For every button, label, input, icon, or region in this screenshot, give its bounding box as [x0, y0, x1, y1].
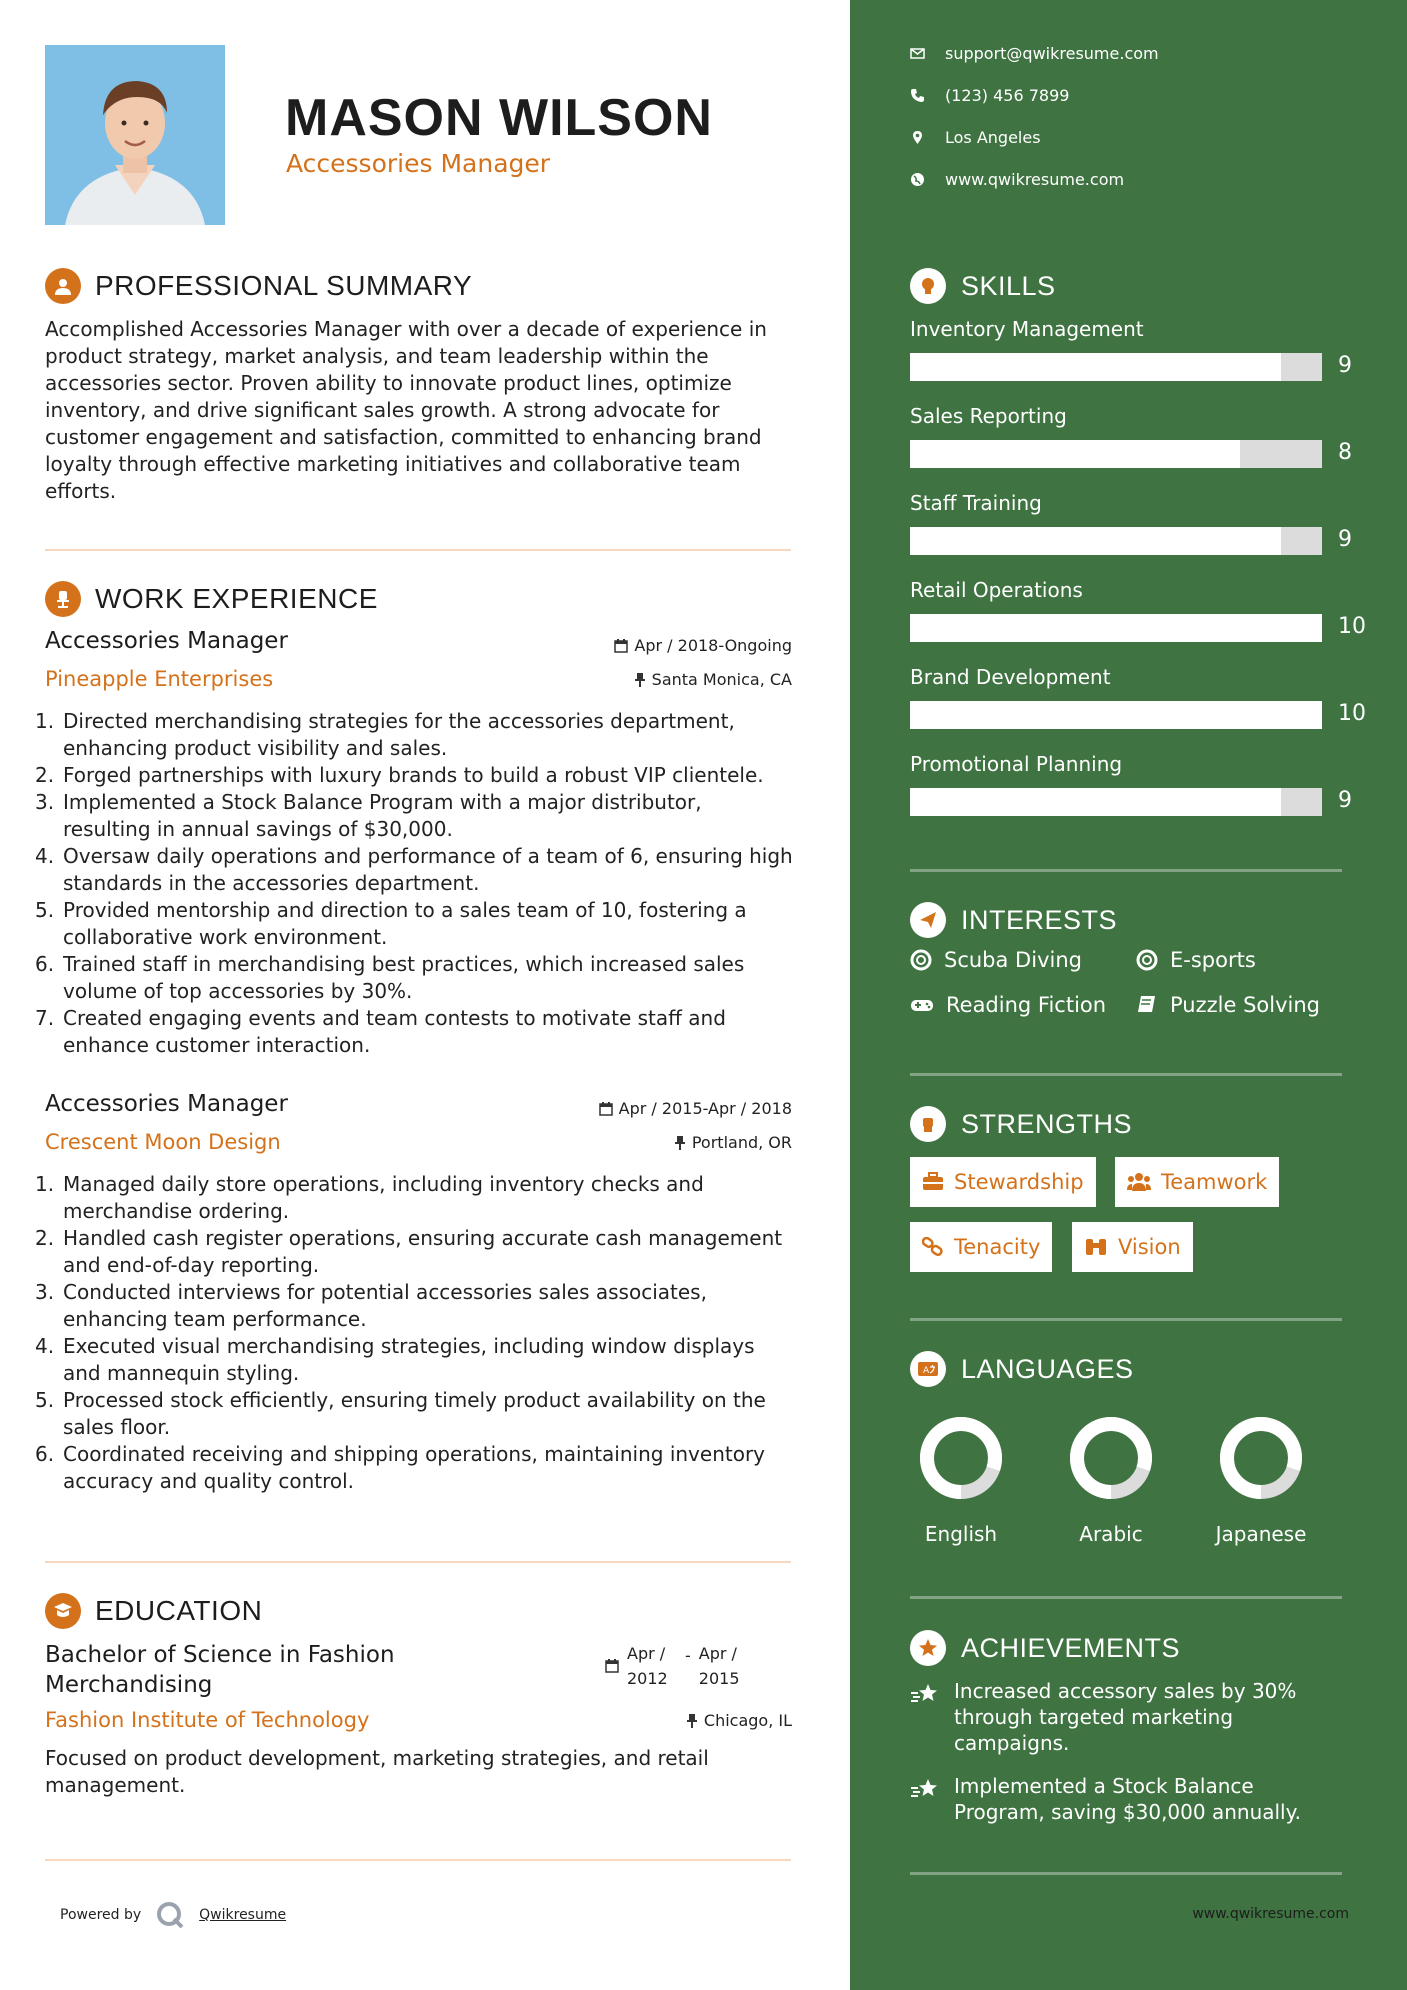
- skill-value: 9: [1338, 788, 1352, 813]
- gamepad-icon: [910, 994, 934, 1016]
- list-item: 5. Processed stock efficiently, ensuring timely product availability on the sales floor.: [35, 1388, 766, 1439]
- skill-value: 10: [1338, 701, 1366, 726]
- job-bullets: [35, 1171, 795, 1495]
- interest-item: [1136, 993, 1320, 1017]
- contact-location: [910, 128, 1041, 147]
- job-dates-text: Apr / 2015-Apr / 2018: [618, 1099, 792, 1118]
- qwikresume-link[interactable]: Qwikresume: [199, 1907, 287, 1923]
- job-location: [674, 1133, 792, 1152]
- calendar-icon: [614, 639, 628, 653]
- skill-name: Inventory Management: [910, 317, 1144, 341]
- language-item: [1056, 1412, 1166, 1546]
- sidebar-divider: [910, 869, 1342, 872]
- list-item: 5. Provided mentorship and direction to a sales team of 10, fostering a collaborative work environment.: [35, 898, 747, 949]
- powered-by-label: Powered by: [60, 1907, 142, 1923]
- job-title: Accessories Manager: [45, 1091, 288, 1117]
- skill-name: Retail Operations: [910, 578, 1083, 602]
- binoculars-icon: [1084, 1237, 1108, 1257]
- job-company: Crescent Moon Design: [45, 1130, 281, 1154]
- summary-text: Accomplished Accessories Manager with over a decade of experience in product strategy, market analysis, and team leadership within the accessories sector. Proven ability to innovate product lines, optimize inventory, and drive significant sales growth. A strong advocate for customer engagement and satisfaction, committed to enhancing brand loyalty through effective marketing initiatives and collaborative team efforts.: [45, 317, 767, 503]
- job-dates: [614, 636, 792, 655]
- contact-email[interactable]: [910, 44, 1159, 63]
- link-icon: [922, 1237, 944, 1257]
- achievements-heading: [910, 1630, 1180, 1666]
- skill-bar: [910, 788, 1322, 816]
- language-item: [906, 1412, 1016, 1546]
- skill-bar: [910, 701, 1322, 729]
- job-dates: [599, 1099, 792, 1118]
- job-title: Accessories Manager: [45, 628, 288, 654]
- strength-label: Tenacity: [954, 1235, 1041, 1259]
- job-bullets: [35, 708, 795, 1059]
- job-location-text: Santa Monica, CA: [651, 670, 792, 689]
- briefcase-icon: [922, 1172, 944, 1192]
- list-item: 6. Trained staff in merchandising best practices, which increased sales volume of top accessories by 30%.: [35, 952, 745, 1003]
- skill-bar-fill: [910, 788, 1281, 816]
- section-divider: [45, 1859, 791, 1861]
- contact-email-text[interactable]: support@qwikresume.com: [945, 44, 1159, 63]
- list-item: 6. Coordinated receiving and shipping operations, maintaining inventory accuracy and quality control.: [35, 1442, 766, 1493]
- list-item: 4. Oversaw daily operations and performance of a team of 6, ensuring high standards in the accessories department.: [35, 844, 793, 895]
- interest-item: [1136, 948, 1256, 972]
- skill-bar-fill: [910, 701, 1322, 729]
- summary-heading: [45, 268, 472, 304]
- language-level-ring: [1065, 1412, 1157, 1504]
- skill-bar: [910, 440, 1322, 468]
- job-location-text: Portland, OR: [691, 1133, 792, 1152]
- life-ring-icon: [1136, 949, 1158, 971]
- education-start: Apr / 2012: [627, 1644, 668, 1688]
- candidate-role: Accessories Manager: [286, 149, 551, 178]
- interests-title: INTERESTS: [961, 904, 1118, 935]
- education-heading: [45, 1593, 262, 1629]
- calendar-icon: [605, 1659, 619, 1673]
- interest-item: [910, 948, 1082, 972]
- pin-icon: [686, 1714, 698, 1728]
- map-marker-icon: [910, 130, 925, 145]
- list-item: 1. Managed daily store operations, including inventory checks and merchandise ordering.: [35, 1172, 704, 1223]
- skill-bar-fill: [910, 527, 1281, 555]
- interest-label: E-sports: [1170, 948, 1256, 972]
- contact-phone-text[interactable]: (123) 456 7899: [945, 86, 1070, 105]
- graduate-icon: [45, 1593, 81, 1629]
- list-item: 7. Created engaging events and team contests to motivate staff and enhance customer interaction.: [35, 1006, 726, 1057]
- profile-photo-image: [45, 45, 225, 225]
- list-item: 2. Forged partnerships with luxury brands to build a robust VIP clientele.: [35, 763, 764, 787]
- list-item: 4. Executed visual merchandising strategies, including window displays and mannequin styling.: [35, 1334, 755, 1385]
- education-degree-line-2: Merchandising: [45, 1672, 213, 1698]
- skill-bar-fill: [910, 440, 1240, 468]
- achievements-title: ACHIEVEMENTS: [961, 1632, 1181, 1663]
- skills-heading: [910, 268, 1056, 304]
- contact-website[interactable]: [910, 170, 1124, 189]
- candidate-name: MASON WILSON: [285, 89, 713, 147]
- lightbulb-icon: [910, 268, 946, 304]
- globe-icon: [910, 172, 925, 187]
- skills-title: SKILLS: [961, 270, 1056, 301]
- profile-photo: [45, 45, 225, 225]
- sidebar-divider: [910, 1596, 1342, 1599]
- interest-label: Scuba Diving: [944, 948, 1082, 972]
- job-location: [634, 670, 792, 689]
- strengths-heading: [910, 1106, 1132, 1142]
- sidebar: [850, 0, 1407, 1990]
- achievement-text: Implemented a Stock Balance Program, saving $30,000 annually.: [954, 1774, 1301, 1824]
- education-dates: [605, 1641, 740, 1691]
- users-icon: [1127, 1172, 1151, 1192]
- skill-name: Staff Training: [910, 491, 1042, 515]
- sidebar-divider: [910, 1872, 1342, 1875]
- contact-website-text[interactable]: www.qwikresume.com: [945, 170, 1125, 189]
- experience-title: WORK EXPERIENCE: [95, 583, 378, 614]
- strength-badge: [910, 1222, 1052, 1272]
- envelope-icon: [910, 46, 925, 61]
- footer-powered-by: [60, 1900, 286, 1930]
- education-school: Fashion Institute of Technology: [45, 1708, 370, 1732]
- skill-value: 10: [1338, 614, 1366, 639]
- job-dates-text: Apr / 2018-Ongoing: [634, 636, 792, 655]
- education-title: EDUCATION: [95, 1595, 263, 1626]
- pin-icon: [634, 673, 646, 687]
- list-item: 3. Conducted interviews for potential accessories sales associates, enhancing team performance.: [35, 1280, 707, 1331]
- education-date-separator: -: [685, 1646, 691, 1665]
- language-item: [1206, 1412, 1316, 1546]
- skill-bar: [910, 527, 1322, 555]
- achievement-item: [910, 1678, 1340, 1756]
- skill-value: 8: [1338, 440, 1352, 465]
- shooting-star-icon: [910, 1777, 940, 1801]
- skill-name: Brand Development: [910, 665, 1111, 689]
- qwikresume-logo-icon: [155, 1900, 185, 1930]
- office-chair-icon: [45, 581, 81, 617]
- sidebar-divider: [910, 1073, 1342, 1076]
- phone-icon: [910, 88, 925, 103]
- languages-title: LANGUAGES: [961, 1353, 1134, 1384]
- language-name: Japanese: [1215, 1522, 1307, 1546]
- skill-bar: [910, 614, 1322, 642]
- life-ring-icon: [910, 949, 932, 971]
- footer-website[interactable]: www.qwikresume.com: [1192, 1906, 1349, 1922]
- sidebar-divider: [910, 1318, 1342, 1321]
- skill-name: Promotional Planning: [910, 752, 1123, 776]
- education-description: Focused on product development, marketing strategies, and retail management.: [45, 1746, 709, 1797]
- strengths-title: STRENGTHS: [961, 1108, 1133, 1139]
- strength-label: Teamwork: [1161, 1170, 1268, 1194]
- list-item: 3. Implemented a Stock Balance Program with a major distributor, resulting in annual savings of $30,000.: [35, 790, 702, 841]
- language-icon: [910, 1351, 946, 1387]
- education-location: [686, 1711, 792, 1730]
- interest-label: Reading Fiction: [946, 993, 1107, 1017]
- list-item: 2. Handled cash register operations, ensuring accurate cash management and end-of-day reporting.: [35, 1226, 783, 1277]
- fist-icon: [910, 1106, 946, 1142]
- strength-label: Vision: [1118, 1235, 1181, 1259]
- strength-label: Stewardship: [954, 1170, 1084, 1194]
- summary-title: PROFESSIONAL SUMMARY: [95, 270, 473, 301]
- language-name: Arabic: [1079, 1522, 1143, 1546]
- education-degree-line-1: Bachelor of Science in Fashion: [45, 1642, 395, 1668]
- skill-value: 9: [1338, 527, 1352, 552]
- interest-label: Puzzle Solving: [1170, 993, 1320, 1017]
- achievement-item: [910, 1773, 1340, 1825]
- contact-location-text: Los Angeles: [945, 128, 1041, 147]
- skill-value: 9: [1338, 353, 1352, 378]
- education-degree: [45, 1640, 395, 1700]
- skill-bar-fill: [910, 614, 1322, 642]
- section-divider: [45, 1561, 791, 1563]
- language-level-ring: [915, 1412, 1007, 1504]
- experience-heading: [45, 581, 378, 617]
- job-company: Pineapple Enterprises: [45, 667, 274, 691]
- book-icon: [1136, 994, 1158, 1016]
- star-badge-icon: [910, 1630, 946, 1666]
- calendar-icon: [599, 1102, 613, 1116]
- language-name: English: [924, 1522, 998, 1546]
- list-item: 1. Directed merchandising strategies for the accessories department, enhancing product visibility and sales.: [35, 709, 735, 760]
- shooting-star-icon: [910, 1682, 940, 1706]
- education-end: Apr / 2015: [698, 1644, 740, 1688]
- skill-bar: [910, 353, 1322, 381]
- languages-heading: [910, 1351, 1134, 1387]
- contact-phone[interactable]: [910, 86, 1069, 105]
- section-divider: [45, 549, 791, 551]
- skill-name: Sales Reporting: [910, 404, 1067, 428]
- paper-plane-icon: [910, 902, 946, 938]
- skill-bar-fill: [910, 353, 1281, 381]
- interests-heading: [910, 902, 1117, 938]
- language-level-ring: [1215, 1412, 1307, 1504]
- strength-badge: [1072, 1222, 1193, 1272]
- strength-badge: [1115, 1157, 1279, 1207]
- interest-item: [910, 993, 1106, 1017]
- achievement-text: Increased accessory sales by 30% through targeted marketing campaigns.: [954, 1679, 1297, 1755]
- svg-text:A: A: [923, 1366, 930, 1376]
- user-icon: [45, 268, 81, 304]
- education-location-text: Chicago, IL: [703, 1711, 792, 1730]
- strength-badge: [910, 1157, 1096, 1207]
- pin-icon: [674, 1136, 686, 1150]
